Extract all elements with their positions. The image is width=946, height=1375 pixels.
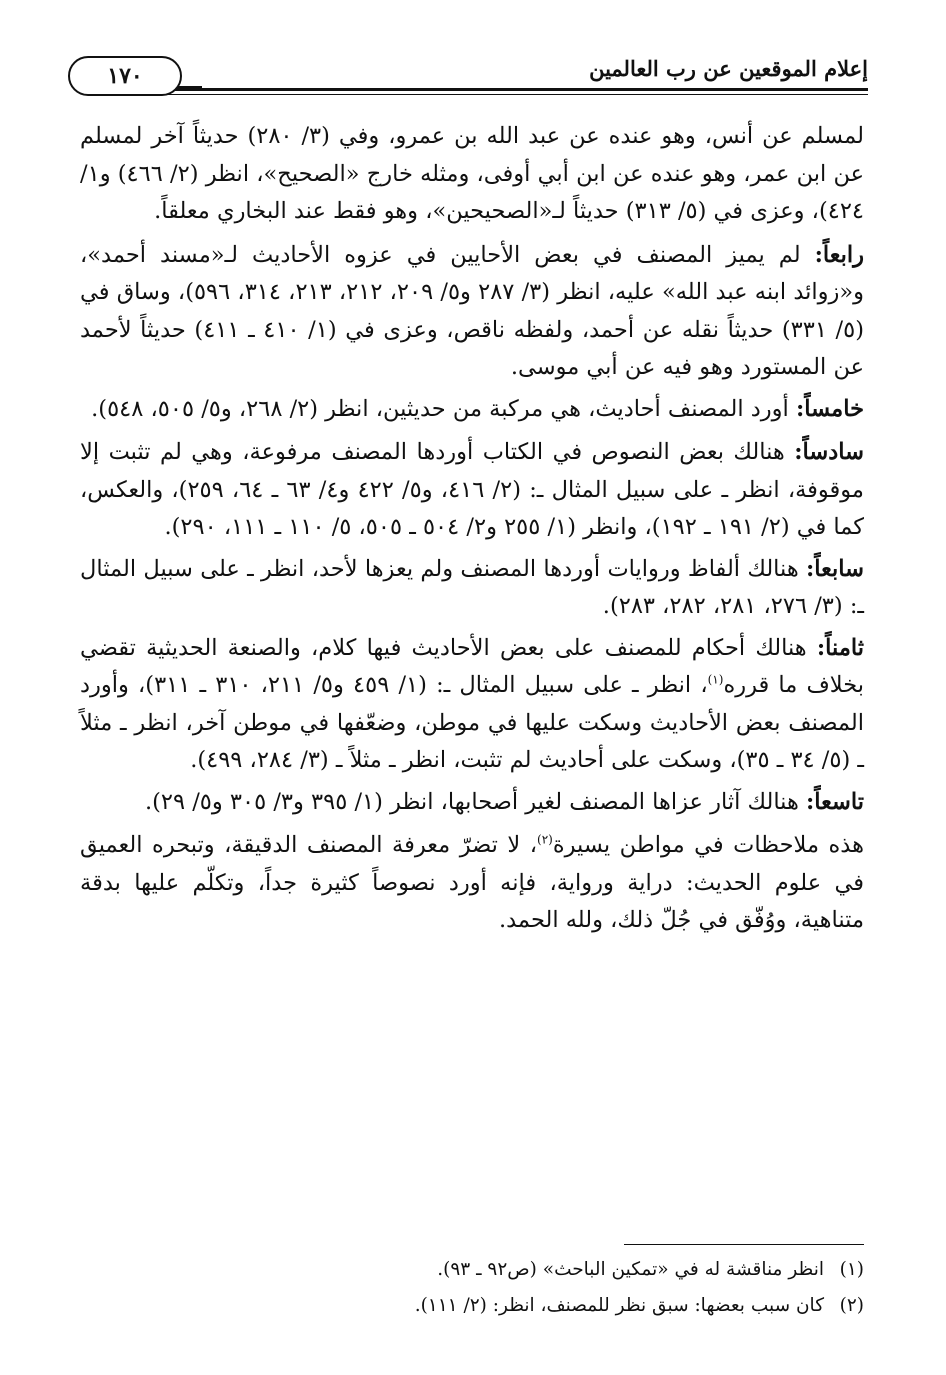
footnote-text: انظر مناقشة له في «تمكين الباحث» (ص٩٢ ـ ٩٣). [437, 1259, 824, 1280]
paragraph-text: هنالك ألفاظ وروايات أوردها المصنف ولم يعزها لأحد، انظر ـ على سبيل المثال ـ: (٣/ ٢٧٦، ٢٨١، ٢٨٢، ٢٨٣). [80, 555, 864, 619]
ordinal-label: خامساً: [795, 395, 864, 422]
footnote-item [80, 1288, 864, 1324]
footnote-text: كان سبب بعضها: سبق نظر للمصنف، انظر: (٢/ ١١١). [414, 1295, 824, 1316]
paragraph-conclusion [80, 827, 864, 940]
paragraph-text: هنالك بعض النصوص في الكتاب أوردها المصنف مرفوعة، وهي لم تثبت إلا موقوفة، انظر ـ على سبيل المثال ـ: (٢/ ٤١٦، و٥/ ٤٢٢ و٤/ ٦٣ ـ ٦٤، ٢٥٩)، والعكس، كما في (٢/ ١٩١ ـ ١٩٢)، وانظر (١/ ٢٥٥ و٢/ ٥٠٤ ـ ٥٠٥، ٥/ ١١٠ ـ ١١١، ٢٩٠). [80, 439, 864, 540]
paragraph-eighth [80, 630, 864, 780]
page-number-tail [178, 86, 202, 89]
paragraph-continuation [80, 118, 864, 231]
ordinal-label: رابعاً: [814, 241, 864, 268]
footnote-item [80, 1252, 864, 1288]
header-rule-thick [140, 88, 868, 91]
paragraph-text-cont: ، لا تضرّ معرفة المصنف الدقيقة، وتبحره العميق في علوم الحديث: دراية ورواية، فإنه أورد نصوصاً كثيرة جداً، وتكلّم عليها بدقة متناهية، ووُفّق في جُلّ ذلك، ولله الحمد. [80, 832, 864, 933]
paragraph-fifth [80, 391, 864, 429]
footnote-marker: (١) [707, 672, 724, 687]
paragraph-fourth [80, 237, 864, 387]
footnotes [80, 1252, 864, 1324]
ordinal-label: ثامناً: [816, 634, 864, 661]
paragraph-text: هنالك أحكام للمصنف على بعض الأحاديث فيها كلام، والصنعة الحديثية تقضي بخلاف ما قرره [80, 634, 865, 698]
ordinal-label: سادساً: [794, 439, 864, 465]
paragraph-text: أورد المصنف أحاديث، هي مركبة من حديثين، انظر (٢/ ٢٦٨، و٥/ ٥٠٥، ٥٤٨). [91, 395, 796, 422]
paragraph-text: هذه ملاحظات في مواطن يسيرة [552, 832, 864, 858]
paragraph-sixth [80, 434, 864, 547]
page-number: ١٧٠ [68, 56, 182, 96]
paragraph-ninth [80, 784, 864, 822]
footnote-rule [624, 1244, 864, 1245]
ordinal-label: تاسعاً: [806, 788, 864, 815]
body-text [80, 118, 864, 944]
running-header [68, 48, 868, 96]
book-title: إعلام الموقعين عن رب العالمين [589, 56, 868, 81]
footnote-number: (١) [839, 1259, 864, 1280]
ordinal-label: سابعاً: [806, 555, 864, 582]
footnote-number: (٢) [839, 1295, 864, 1316]
footnote-marker: (٢) [537, 832, 553, 847]
paragraph-text: هنالك آثار عزاها المصنف لغير أصحابها، انظر (١/ ٣٩٥ و٣/ ٣٠٥ و٥/ ٢٩). [144, 788, 806, 815]
paragraph-text-cont: ، انظر ـ على سبيل المثال ـ: (١/ ٤٥٩ و٥/ ٢١١، ٣١٠ ـ ٣١١)، وأورد المصنف بعض الأحاديث وسكت عليها في موطن، وضعّفها في موطن آخر، انظر ـ مثلاً ـ (٥/ ٣٤ ـ ٣٥)، وسكت على أحاديث لم تثبت، انظر ـ مثلاً ـ (٣/ ٢٨٤، ٤٩٩). [80, 672, 864, 773]
header-rule-thin [140, 94, 868, 95]
paragraph-text: لم يميز المصنف في بعض الأحايين في عزوه الأحاديث لـ«مسند أحمد»، و«زوائد ابنه عبد الله» عليه، انظر (٣/ ٢٨٧ و٥/ ٢٠٩، ٢١٢، ٢١٣، ٣١٤، ٥٩٦)، وساق في (٥/ ٣٣١) حديثاً نقله عن أحمد، ولفظه ناقص، وعزى في (١/ ٤١٠ ـ ٤١١) حديثاً لأحمد عن المستورد وهو فيه عن أبي موسى. [80, 241, 865, 380]
paragraph-text: لمسلم عن أنس، وهو عنده عن عبد الله بن عمرو، وفي (٣/ ٢٨٠) حديثاً آخر لمسلم عن ابن عمر، وهو عنده عن ابن أبي أوفى، ومثله خارج «الصحيح»، انظر (٢/ ٤٦٦) و١/ ٤٢٤)، وعزى في (٥/ ٣١٣) حديثاً لـ«الصحيحين»، وهو فقط عند البخاري معلقاً. [80, 123, 865, 224]
paragraph-seventh [80, 551, 864, 626]
